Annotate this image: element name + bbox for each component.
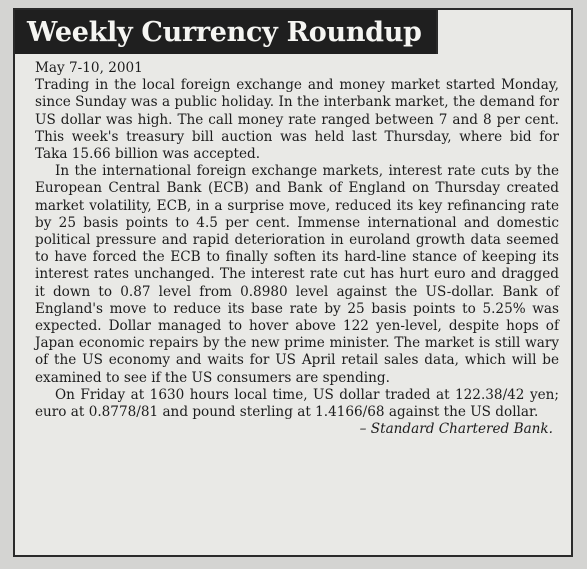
article-body bbox=[15, 54, 571, 438]
news-clipping bbox=[13, 8, 573, 557]
paragraph-local-market: Trading in the local foreign exchange and money market started Monday, since Sunday was a public holiday. In the interbank market, the demand for US dollar was high. The call money rate ranged between 7 and 8 per cent. This week's treasury bill auction was held last Thursday, where bid for Taka 15.66 billion was accepted. bbox=[35, 77, 559, 163]
paragraph-friday-rates: On Friday at 1630 hours local time, US dollar traded at 122.38/42 yen; euro at 0.8778/81 and pound sterling at 1.4166/68 against the US dollar. bbox=[35, 386, 559, 421]
article-date: May 7-10, 2001 bbox=[35, 60, 143, 76]
headline-bar-spacer bbox=[436, 10, 571, 54]
article-credit: – Standard Chartered Bank. bbox=[359, 421, 553, 438]
headline-bar bbox=[15, 10, 571, 54]
headline: Weekly Currency Roundup bbox=[27, 16, 422, 48]
paragraph-international-market: In the international foreign exchange markets, interest rate cuts by the European Central Bank (ECB) and Bank of England on Thursday created market volatility, ECB, in a surprise move, reduced its key refinancing rate by 25 basis points to 4.5 per cent. Immense international and domestic political pressure and rapid deterioration in euroland growth data seemed to have forced the ECB to finally soften its hard-line stance of keeping its interest rates unchanged. The interest rate cut has hurt euro and dragged it down to 0.87 level from 0.8980 level against the US-dollar. Bank of England's move to reduce its base rate by 25 basis points to 5.25% was expected. Dollar managed to hover above 122 yen-level, despite hops of Japan economic repairs by the new prime minister. The market is still wary of the US economy and waits for US April retail sales data, which will be examined to see if the US consumers are spending. bbox=[35, 163, 559, 386]
